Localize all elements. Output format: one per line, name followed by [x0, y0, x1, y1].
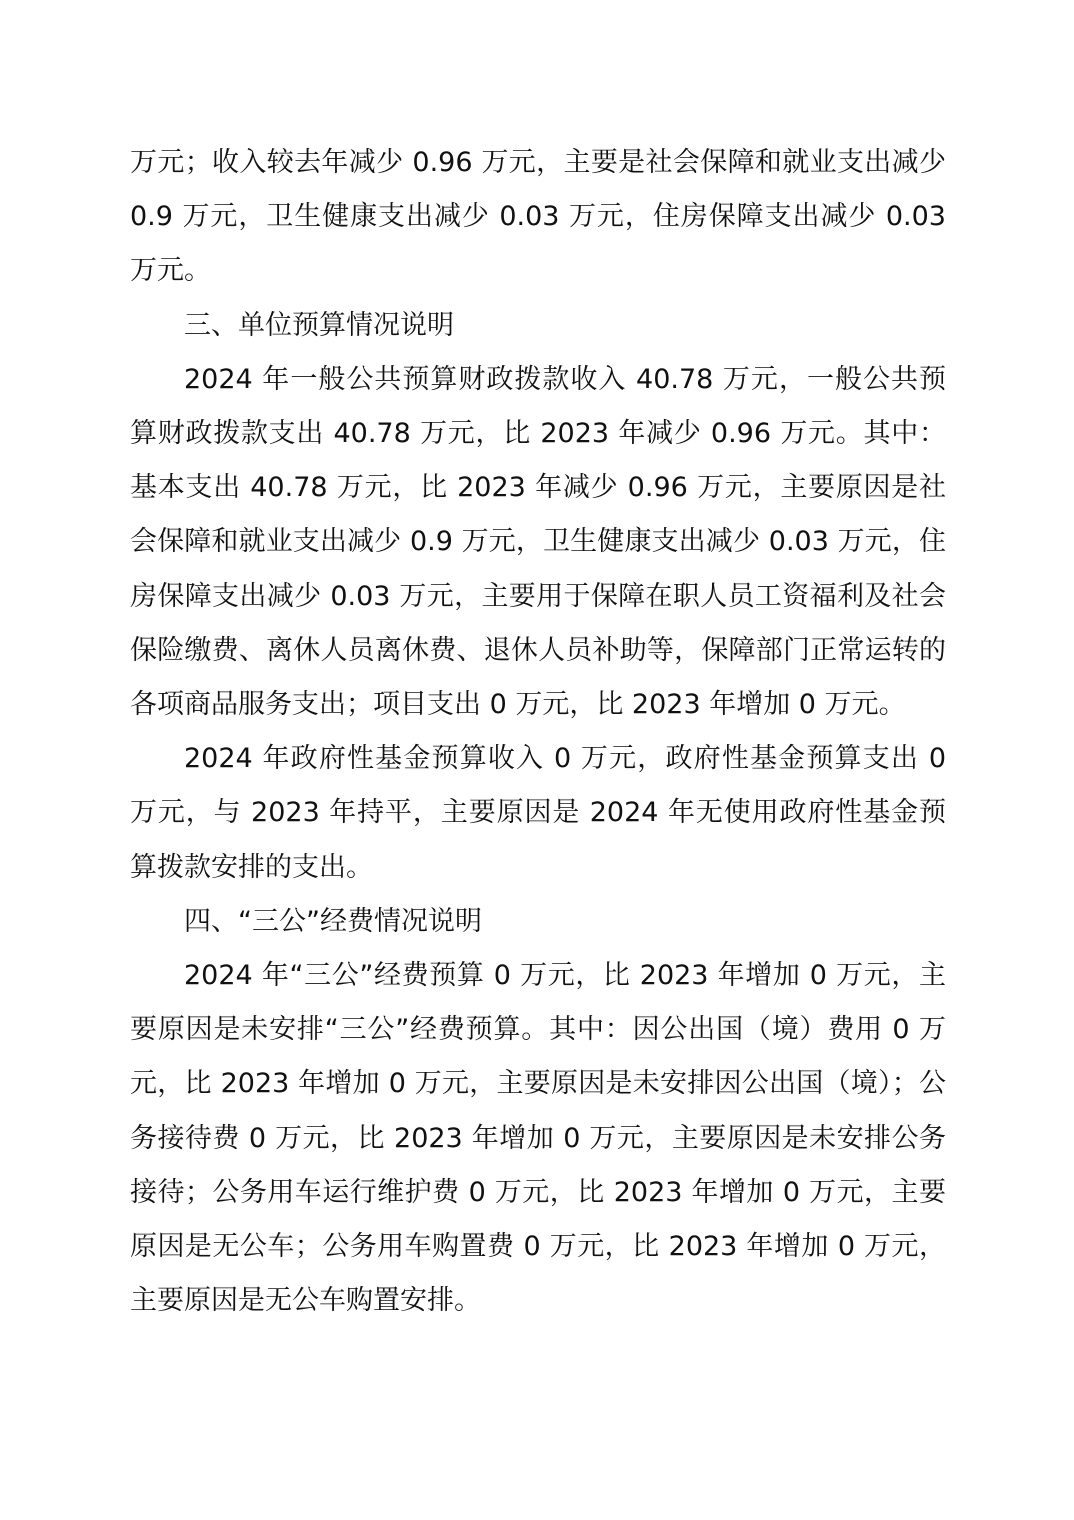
paragraph-continuation: 万元；收入较去年减少 0.96 万元，主要是社会保障和就业支出减少 0.9 万元，卫生健康支出减少 0.03 万元，住房保障支出减少 0.03 万元。 [130, 147, 946, 287]
section-heading-unit-budget: 三、单位预算情况说明 [184, 309, 454, 341]
section-heading-three-public: 四、“三公”经费情况说明 [184, 905, 482, 937]
paragraph-general-budget: 2024 年一般公共预算财政拨款收入 40.78 万元，一般公共预算财政拨款支出 40.78 万元，比 2023 年减少 0.96 万元。其中：基本支出 40.78 万元，比 2023 年减少 0.96 万元，主要原因是社会保障和就业支出减少 0.9 万元，卫生健康支出减少 0.03 万元，住房保障支出减少 0.03 万元，主要用于保障在职人员工资福利及社会保险缴费、离休人员离休费、退休人员补助等，保障部门正常运转的各项商品服务支出；项目支出 0 万元，比 2023 年增加 0 万元。 [130, 363, 946, 721]
paragraph-three-public-expenses: 2024 年“三公”经费预算 0 万元，比 2023 年增加 0 万元，主要原因是未安排“三公”经费预算。其中：因公出国（境）费用 0 万元，比 2023 年增加 0 万元，主要原因是未安排因公出国（境）；公务接待费 0 万元，比 2023 年增加 0 万元，主要原因是未安排公务接待；公务用车运行维护费 0 万元，比 2023 年增加 0 万元，主要原因是无公车；公务用车购置费 0 万元，比 2023 年增加 0 万元，主要原因是无公车购置安排。 [130, 960, 946, 1317]
document-body [130, 136, 946, 1328]
paragraph-government-fund: 2024 年政府性基金预算收入 0 万元，政府性基金预算支出 0 万元，与 2023 年持平，主要原因是 2024 年无使用政府性基金预算拨款安排的支出。 [130, 743, 946, 883]
